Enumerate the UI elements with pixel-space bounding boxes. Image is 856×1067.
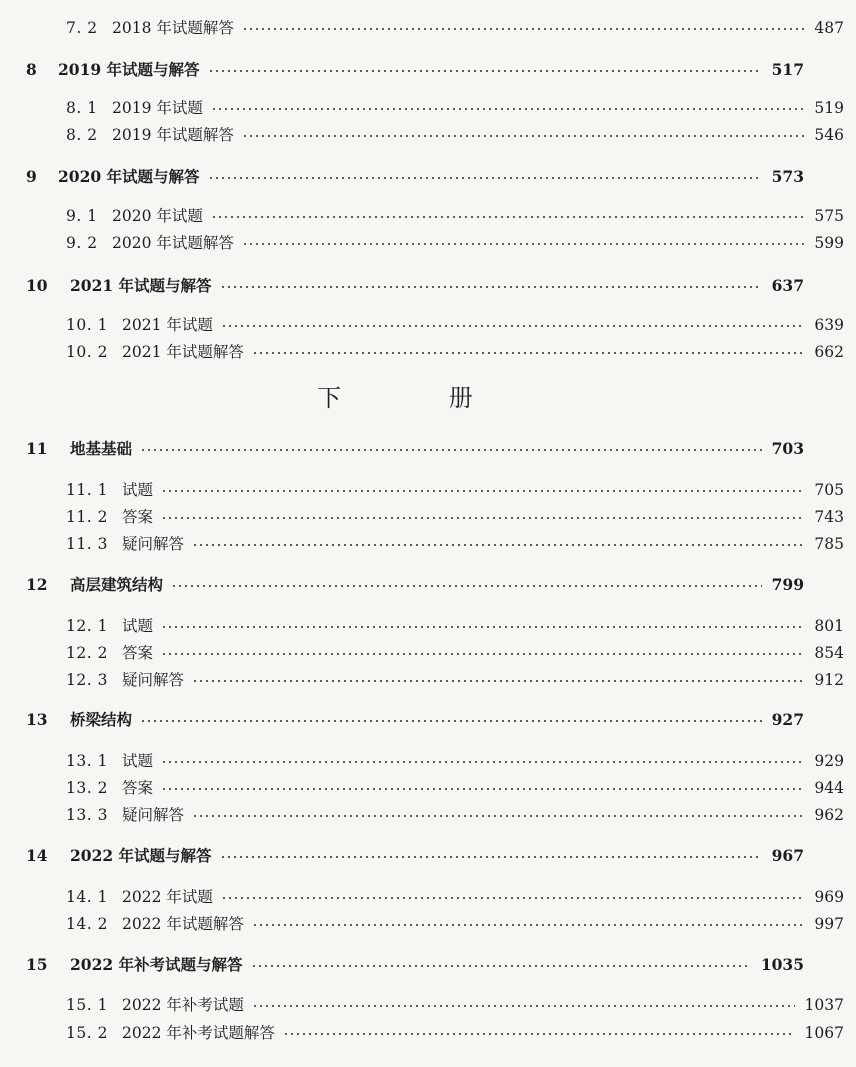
entry-title: 2022 年试题 [122,888,213,906]
entry-number: 11 [26,439,48,458]
entry-number: 8 [26,60,37,79]
entry-number: 15. 1 [66,996,108,1014]
entry-page-number: 962 [814,806,844,824]
dot-leader [242,243,805,245]
dot-leader [171,585,762,587]
entry-title: 2022 年试题解答 [122,915,244,933]
dot-leader [242,28,805,30]
dot-leader [251,965,751,967]
entry-title: 试题 [122,752,154,770]
entry-page-number: 705 [814,481,844,499]
dot-leader [211,216,805,218]
toc-chapter-entry[interactable] [0,708,816,732]
entry-title: 2021 年试题解答 [122,343,244,361]
entry-title: 答案 [122,779,154,797]
toc-chapter-entry[interactable] [0,274,816,298]
entry-number: 13 [26,710,48,729]
dot-leader [161,626,804,628]
entry-page-number: 929 [814,752,844,770]
entry-page-number: 546 [814,126,844,144]
toc-chapter-entry[interactable] [0,844,816,868]
entry-title: 试题 [122,617,154,635]
dot-leader [161,788,804,790]
entry-number: 14. 2 [66,915,108,933]
entry-page-number: 1067 [804,1024,844,1042]
entry-number: 8. 1 [66,99,98,117]
entry-page-number: 703 [771,439,804,458]
entry-number: 10. 2 [66,343,108,361]
dot-leader [221,325,805,327]
entry-page-number: 487 [814,19,844,37]
entry-title: 疑问解答 [122,806,185,824]
entry-number: 11. 2 [66,508,108,526]
dot-leader [208,177,762,179]
toc-section-entry[interactable] [0,478,856,502]
entry-page-number: 599 [814,234,844,252]
toc-section-entry[interactable] [0,532,856,556]
entry-number: 10. 1 [66,316,108,334]
toc-section-entry[interactable] [0,123,856,147]
toc-section-entry[interactable] [0,749,856,773]
entry-title: 桥梁结构 [70,710,133,729]
entry-title: 2022 年补考试题 [122,996,244,1014]
entry-title: 2019 年试题与解答 [58,60,200,79]
toc-section-entry[interactable] [0,313,856,337]
entry-page-number: 637 [771,276,804,295]
entry-title: 疑问解答 [122,671,185,689]
entry-page-number: 967 [771,846,804,865]
toc-section-entry[interactable] [0,96,856,120]
entry-title: 2021 年试题与解答 [70,276,212,295]
toc-chapter-entry[interactable] [0,58,816,82]
entry-title: 答案 [122,644,154,662]
toc-chapter-entry[interactable] [0,573,816,597]
toc-section-entry[interactable] [0,204,856,228]
dot-leader [242,135,805,137]
dot-leader [161,761,804,763]
entry-page-number: 785 [814,535,844,553]
dot-leader [252,352,805,354]
entry-title: 疑问解答 [122,535,185,553]
entry-page-number: 801 [814,617,844,635]
entry-page-number: 519 [814,99,844,117]
entry-number: 14 [26,846,48,865]
dot-leader [220,286,762,288]
toc-chapter-entry[interactable] [0,953,816,977]
toc-section-entry[interactable] [0,505,856,529]
entry-page-number: 575 [814,207,844,225]
entry-number: 9. 1 [66,207,98,225]
volume-heading: 下 册 [317,384,523,412]
entry-number: 15 [26,955,48,974]
entry-number: 11. 3 [66,535,108,553]
entry-number: 13. 1 [66,752,108,770]
entry-number: 12. 3 [66,671,108,689]
entry-title: 试题 [122,481,154,499]
entry-page-number: 969 [814,888,844,906]
entry-title: 2022 年补考试题与解答 [70,955,243,974]
entry-number: 13. 2 [66,779,108,797]
dot-leader [192,680,804,682]
toc-section-entry[interactable] [0,231,856,255]
entry-title: 地基基础 [70,439,133,458]
entry-title: 2022 年补考试题解答 [122,1024,275,1042]
dot-leader [161,490,804,492]
entry-page-number: 944 [814,779,844,797]
toc-section-entry[interactable] [0,641,856,665]
entry-number: 9. 2 [66,234,98,252]
entry-page-number: 662 [814,343,844,361]
entry-title: 2020 年试题解答 [112,234,234,252]
entry-number: 8. 2 [66,126,98,144]
entry-number: 10 [26,276,48,295]
dot-leader [161,653,804,655]
dot-leader [192,815,804,817]
dot-leader [211,108,805,110]
toc-section-entry[interactable] [0,912,856,936]
dot-leader [140,449,762,451]
entry-page-number: 912 [814,671,844,689]
entry-number: 12 [26,575,48,594]
toc-section-entry[interactable] [0,668,856,692]
entry-title: 2019 年试题解答 [112,126,234,144]
dot-leader [220,856,762,858]
dot-leader [208,70,762,72]
dot-leader [161,517,804,519]
entry-title: 2020 年试题 [112,207,203,225]
entry-title: 2018 年试题解答 [112,19,234,37]
entry-page-number: 639 [814,316,844,334]
entry-number: 9 [26,167,37,186]
toc-section-entry[interactable] [0,803,856,827]
entry-page-number: 799 [771,575,804,594]
entry-page-number: 1035 [760,955,804,974]
entry-number: 15. 2 [66,1024,108,1042]
entry-page-number: 573 [771,167,804,186]
entry-title: 高层建筑结构 [70,575,164,594]
toc-section-entry[interactable] [0,16,856,40]
entry-page-number: 854 [814,644,844,662]
entry-title: 2022 年试题与解答 [70,846,212,865]
dot-leader [221,897,805,899]
entry-title: 2021 年试题 [122,316,213,334]
dot-leader [140,720,762,722]
toc-section-entry[interactable] [0,1021,856,1045]
entry-page-number: 1037 [804,996,844,1014]
toc-section-entry[interactable] [0,340,856,364]
entry-page-number: 927 [771,710,804,729]
dot-leader [283,1033,795,1035]
dot-leader [252,924,805,926]
toc-chapter-entry[interactable] [0,437,816,461]
entry-number: 12. 2 [66,644,108,662]
entry-page-number: 517 [771,60,804,79]
entry-number: 7. 2 [66,19,98,37]
entry-page-number: 743 [814,508,844,526]
entry-number: 12. 1 [66,617,108,635]
entry-title: 答案 [122,508,154,526]
entry-number: 11. 1 [66,481,108,499]
toc-section-entry[interactable] [0,776,856,800]
toc-section-entry[interactable] [0,885,856,909]
dot-leader [252,1005,795,1007]
dot-leader [192,544,804,546]
toc-section-entry[interactable] [0,614,856,638]
toc-section-entry[interactable] [0,993,856,1017]
toc-chapter-entry[interactable] [0,165,816,189]
entry-page-number: 997 [814,915,844,933]
entry-title: 2019 年试题 [112,99,203,117]
entry-number: 14. 1 [66,888,108,906]
entry-number: 13. 3 [66,806,108,824]
entry-title: 2020 年试题与解答 [58,167,200,186]
